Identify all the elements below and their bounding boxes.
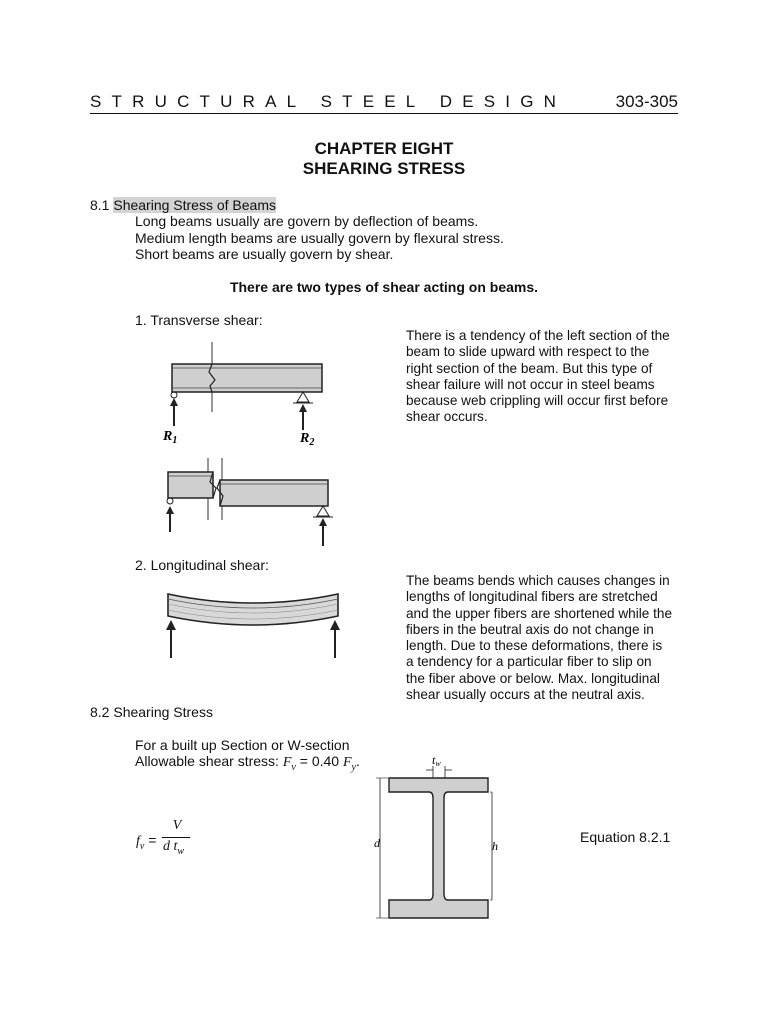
allowable-shear-line: Allowable shear stress: $F_v = 0.40$ $F_y$. <box>135 753 360 773</box>
longitudinal-shear-label: 2. Longitudinal shear: <box>135 557 269 573</box>
reaction-r1-label: $R_1$ <box>163 429 178 446</box>
equation-label: Equation 8.2.1 <box>580 829 671 845</box>
shear-types-heading: There are two types of shear acting on beams. <box>229 279 539 295</box>
section-title: Shearing Stress of Beams <box>113 197 276 213</box>
w-section-figure <box>368 752 508 924</box>
document-title: STRUCTURAL STEEL DESIGN <box>90 92 567 111</box>
section-8-2-heading: 8.2 Shearing Stress <box>90 704 213 720</box>
chapter-number: CHAPTER EIGHT <box>314 139 454 158</box>
header-rule <box>90 113 678 114</box>
formula-denominator: d $t_w$ <box>163 839 185 857</box>
d-label: d <box>374 836 380 850</box>
built-up-section-line: For a built up Section or W-section <box>135 737 350 753</box>
transverse-shear-label: 1. Transverse shear: <box>135 312 263 328</box>
transverse-shear-failure-figure <box>150 458 340 548</box>
tw-label: tw <box>432 753 441 768</box>
longitudinal-shear-beam-figure <box>158 586 348 666</box>
fraction-bar <box>162 837 190 838</box>
chapter-title: SHEARING STRESS <box>302 159 466 178</box>
transverse-shear-description: There is a tendency of the left section of the beam to slide upward with respect to the right section of the beam. But this type of shear failure will not occur in steel beams because web crippling will occur first before shear occurs. <box>406 328 670 425</box>
beam-line-1: Long beams usually are govern by deflection of beams. <box>135 213 479 229</box>
section-number: 8.1 <box>90 197 110 213</box>
formula-numerator: V <box>172 818 182 833</box>
beam-line-2: Medium length beams are usually govern by flexural stress. <box>135 230 504 246</box>
beam-line-3: Short beams are usually govern by shear. <box>135 246 394 262</box>
page-range: 303-305 <box>615 92 678 111</box>
reaction-r2-label: $R_2$ <box>300 431 315 448</box>
longitudinal-shear-description: The beams bends which causes changes in lengths of longitudinal fibers are stretched and the upper fibers are shortened while the fibers in the beutral axis do not change in length. Due to these deformations, there is a tendency for a particular fiber to slip on the fiber above or below. Max. longitudinal shear usually occurs at the neutral axis. <box>406 573 673 703</box>
transverse-shear-beam-figure <box>150 342 340 452</box>
h-label: h <box>492 839 498 853</box>
section-8-1-heading <box>90 197 276 213</box>
